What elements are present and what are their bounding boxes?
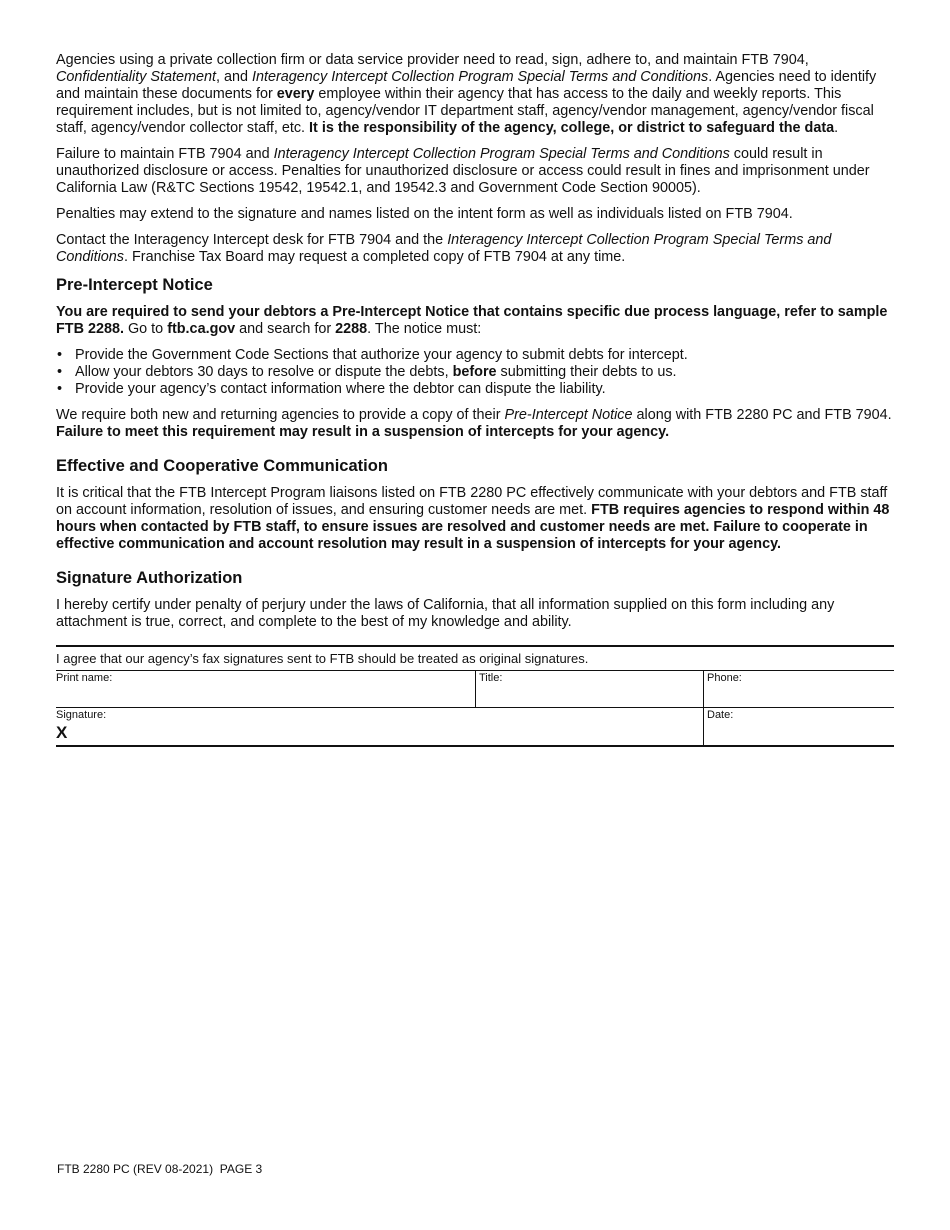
list-item: • Allow your debtors 30 days to resolve or dispute the debts, before submitting their debts to us. [56,364,894,381]
page-footer: FTB 2280 PC (REV 08-2021) PAGE 3 [57,1162,263,1176]
signature-label: Signature: [56,709,107,721]
document-body [56,52,894,747]
phone-label: Phone: [707,672,742,684]
form-bottom-rule [56,745,894,747]
date-label: Date: [707,709,734,721]
ftb-website-link: ftb.ca.gov [167,321,236,337]
title-field[interactable] [475,671,703,707]
pre-intercept-heading: Pre-Intercept Notice [56,276,213,294]
print-name-label: Print name: [56,672,113,684]
list-item: • Provide the Government Code Sections that authorize your agency to submit debts for intercept. [56,347,894,364]
list-item: • Provide your agency’s contact information where the debtor can dispute the liability. [56,381,894,398]
intro-paragraph-1: Agencies using a private collection firm or data service provider need to read, sign, adhere to, and maintain FTB 7904, Confidentiality Statement, and Interagency Intercept Collection Program Special Terms and Conditions. Agencies need to identify and maintain these documents for every employee within their agency that has access to the daily and weekly reports. This requirement includes, but is not limited to, agency/vendor IT department staff, agency/vendor management, agency/vendor fiscal staff, agency/vendor collector staff, etc. It is the responsibility of the agency, college, or district to safeguard the data. [56,52,877,136]
signature-mark: X [56,723,68,742]
date-field[interactable] [703,708,894,745]
intro-paragraph-2: Failure to maintain FTB 7904 and Interagency Intercept Collection Program Special Terms and Conditions could result in unauthorized disclosure or access. Penalties for unauthorized disclosure or access could result in fines and imprisonment under California Law (R&TC Sections 19542, 19542.1, and 19542.3 and Government Code Section 90005). [56,146,870,196]
signer-info-row [56,670,894,707]
pre-intercept-paragraph-2: We require both new and returning agencies to provide a copy of their Pre-Intercept Notice along with FTB 2280 PC and FTB 7904. Failure to meet this requirement may result in a suspension of intercepts for your agency. [56,407,892,440]
print-name-field[interactable] [56,671,475,707]
notice-requirements-list [56,347,894,398]
signature-form [56,645,894,747]
intro-paragraph-3: Penalties may extend to the signature and names listed on the intent form as well as individuals listed on FTB 7904. [56,206,793,222]
signature-field[interactable] [56,708,703,745]
title-label: Title: [479,672,503,684]
pre-intercept-paragraph-1: You are required to send your debtors a Pre-Intercept Notice that contains specific due process language, refer to sample FTB 2288. Go to ftb.ca.gov and search for 2288. The notice must: [56,304,888,337]
communication-heading: Effective and Cooperative Communication [56,457,388,475]
phone-field[interactable] [703,671,894,707]
signature-heading: Signature Authorization [56,569,243,587]
communication-paragraph: It is critical that the FTB Intercept Program liaisons listed on FTB 2280 PC effectively communicate with your debtors and FTB staff on account information, resolution of issues, and ensuring customer needs are met. FTB requires agencies to respond within 48 hours when contacted by FTB staff, to ensure issues are resolved and customer needs are met. Failure to cooperate in effective communication and account resolution may result in a suspension of intercepts for your agency. [56,485,890,552]
certification-statement: I hereby certify under penalty of perjury under the laws of California, that all information supplied on this form including any attachment is true, correct, and complete to the best of my knowledge and ability. [56,597,835,630]
intro-paragraph-4: Contact the Interagency Intercept desk for FTB 7904 and the Interagency Intercept Collection Program Special Terms and Conditions. Franchise Tax Board may request a completed copy of FTB 7904 at any time. [56,232,832,265]
signature-row [56,707,894,745]
fax-agreement-statement: I agree that our agency’s fax signatures sent to FTB should be treated as original signatures. [56,651,589,666]
